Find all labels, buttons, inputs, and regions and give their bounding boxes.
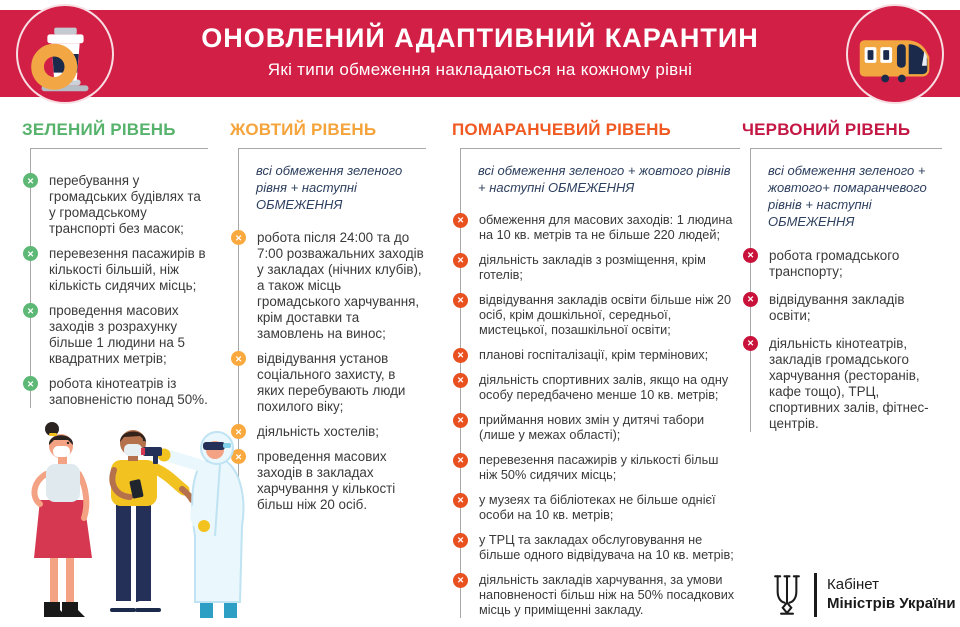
level-title: ПОМАРАНЧЕВИЙ РІВЕНЬ xyxy=(452,120,671,139)
restriction-item xyxy=(456,348,740,363)
restriction-text: проведення масових заходів в закладах харчування у кількості більш ніж 20 осіб. xyxy=(257,449,396,513)
restriction-item xyxy=(456,573,740,618)
tryzub-trident-icon xyxy=(770,572,804,618)
restriction-text: проведення масових заходів з розрахунку більше 1 людини на 5 квадратних метрів; xyxy=(49,303,185,366)
restriction-item xyxy=(456,373,740,403)
restriction-item xyxy=(746,335,942,432)
restriction-text: діяльність закладів з розміщення, крім готелів; xyxy=(479,253,706,283)
restriction-item xyxy=(234,230,426,342)
x-circle-icon: ✕ xyxy=(231,230,246,245)
page-title: ОНОВЛЕНИЙ АДАПТИВНИЙ КАРАНТИН xyxy=(201,23,759,53)
restriction-item xyxy=(26,173,208,237)
restriction-text: відвідування закладів освіти; xyxy=(769,291,905,323)
restriction-text: робота після 24:00 та до 7:00 розважальних заходів у закладах (нічних клубів), а також місць громадського харчування, крім доставки та замовлень на винос; xyxy=(257,230,424,342)
people-illustration xyxy=(6,404,256,624)
restriction-item xyxy=(456,293,740,338)
illustration-temperature-check xyxy=(6,404,256,627)
restriction-item xyxy=(456,533,740,563)
x-circle-icon: ✕ xyxy=(453,373,468,388)
x-circle-icon: ✕ xyxy=(453,493,468,508)
restriction-text: у музеях та бібліотеках не більше однієї особи на 10 кв. метрів; xyxy=(479,493,716,523)
restriction-item xyxy=(26,303,208,367)
x-circle-icon: ✕ xyxy=(23,246,38,261)
restriction-item xyxy=(456,253,740,283)
x-circle-icon: ✕ xyxy=(453,453,468,468)
restriction-item xyxy=(746,247,942,280)
level-title: ЖОВТИЙ РІВЕНЬ xyxy=(230,120,377,139)
x-circle-icon: ✕ xyxy=(453,348,468,363)
x-circle-icon: ✕ xyxy=(743,336,758,351)
x-circle-icon: ✕ xyxy=(231,449,246,464)
restriction-text: обмеження для масових заходів: 1 людина на 10 кв. метрів та не більше 220 людей; xyxy=(479,213,733,243)
medic-figure xyxy=(141,432,243,618)
logo-text xyxy=(827,576,956,614)
x-circle-icon: ✕ xyxy=(231,424,246,439)
x-circle-icon: ✕ xyxy=(453,293,468,308)
x-circle-icon: ✕ xyxy=(453,533,468,548)
cabinet-of-ministers-logo xyxy=(770,572,956,618)
restriction-text: відвідування установ соціального захисту, в яких перебувають люди похилого віку; xyxy=(257,351,406,415)
restriction-list xyxy=(456,148,740,618)
restriction-item xyxy=(456,453,740,483)
logo-org-line2: Міністрів України xyxy=(827,595,956,612)
page-subtitle: Які типи обмеження накладаються на кожному рівні xyxy=(267,60,693,79)
restriction-text: перевезення пасажирів в кількості більшій, ніж кількість сидячих місць; xyxy=(49,246,206,293)
restriction-text: діяльність хостелів; xyxy=(257,424,380,440)
restriction-text: у ТРЦ та закладах обслуговування не більше одного відвідувача на 10 кв. метрів; xyxy=(479,533,734,563)
restriction-item xyxy=(746,291,942,324)
logo-org-line1: Кабінет xyxy=(827,576,880,594)
restriction-item xyxy=(234,424,426,440)
x-circle-icon: ✕ xyxy=(453,573,468,588)
column-orange-level xyxy=(452,120,740,618)
tram-icon xyxy=(848,6,942,102)
restriction-text: відвідування закладів освіти більше ніж 20 осіб, крім дошкільної, середньої, мистецької, позашкільної освіти; xyxy=(479,293,732,338)
restriction-list xyxy=(746,148,942,432)
coffee-donut-badge xyxy=(16,4,114,104)
restriction-text: діяльність спортивних залів, якщо на одну особу передбачено менше 10 кв. метрів; xyxy=(479,373,729,403)
restriction-text: перевезення пасажирів у кількості більш ніж 50% сидячих місць; xyxy=(479,453,719,483)
restriction-text: робота громадського транспорту; xyxy=(769,247,900,279)
restriction-text: діяльність кінотеатрів, закладів громадського харчування (ресторанів, кафе тощо), ТРЦ, спортивних залів, фітнес-центрів. xyxy=(769,335,929,431)
header-banner xyxy=(0,10,960,97)
restriction-text: планові госпіталізації, крім термінових; xyxy=(479,348,709,363)
coffee-and-donut-icon xyxy=(18,6,112,102)
x-circle-icon: ✕ xyxy=(23,376,38,391)
logo-divider xyxy=(814,573,817,617)
level-intro: всі обмеження зеленого + жовтого рівнів + наступні ОБМЕЖЕННЯ xyxy=(478,163,731,196)
restriction-list xyxy=(26,148,208,408)
woman-figure xyxy=(34,422,92,617)
level-intro: всі обмеження зеленого рівня + наступні ОБМЕЖЕННЯ xyxy=(256,163,403,213)
x-circle-icon: ✕ xyxy=(743,248,758,263)
x-circle-icon: ✕ xyxy=(23,173,38,188)
restriction-text: приймання нових змін у дитячі табори (лише у межах області); xyxy=(479,413,705,443)
x-circle-icon: ✕ xyxy=(743,292,758,307)
restriction-item xyxy=(456,413,740,443)
restriction-text: робота кінотеатрів із заповненістю понад 50%. xyxy=(49,376,208,407)
x-circle-icon: ✕ xyxy=(453,213,468,228)
tram-badge xyxy=(846,4,944,104)
column-green-level xyxy=(22,120,208,408)
column-red-level xyxy=(742,120,942,432)
restriction-text: діяльність закладів харчування, за умови наповненості більш ніж на 50% посадкових місць у приміщенні закладу. xyxy=(479,573,735,618)
level-title: ЗЕЛЕНИЙ РІВЕНЬ xyxy=(22,120,176,139)
restriction-item xyxy=(456,213,740,243)
x-circle-icon: ✕ xyxy=(453,413,468,428)
restriction-item xyxy=(456,493,740,523)
restriction-text: перебування у громадських будівлях та у громадському транспорті без масок; xyxy=(49,173,201,236)
x-circle-icon: ✕ xyxy=(231,351,246,366)
restriction-item xyxy=(26,246,208,294)
x-circle-icon: ✕ xyxy=(453,253,468,268)
restriction-list xyxy=(234,148,426,513)
level-title: ЧЕРВОНИЙ РІВЕНЬ xyxy=(742,120,911,139)
x-circle-icon: ✕ xyxy=(23,303,38,318)
restriction-item xyxy=(234,449,426,513)
column-yellow-level xyxy=(230,120,426,513)
restriction-item xyxy=(234,351,426,415)
level-intro: всі обмеження зеленого + жовтого+ помаранчевого рівнів + наступні ОБМЕЖЕННЯ xyxy=(768,163,927,230)
